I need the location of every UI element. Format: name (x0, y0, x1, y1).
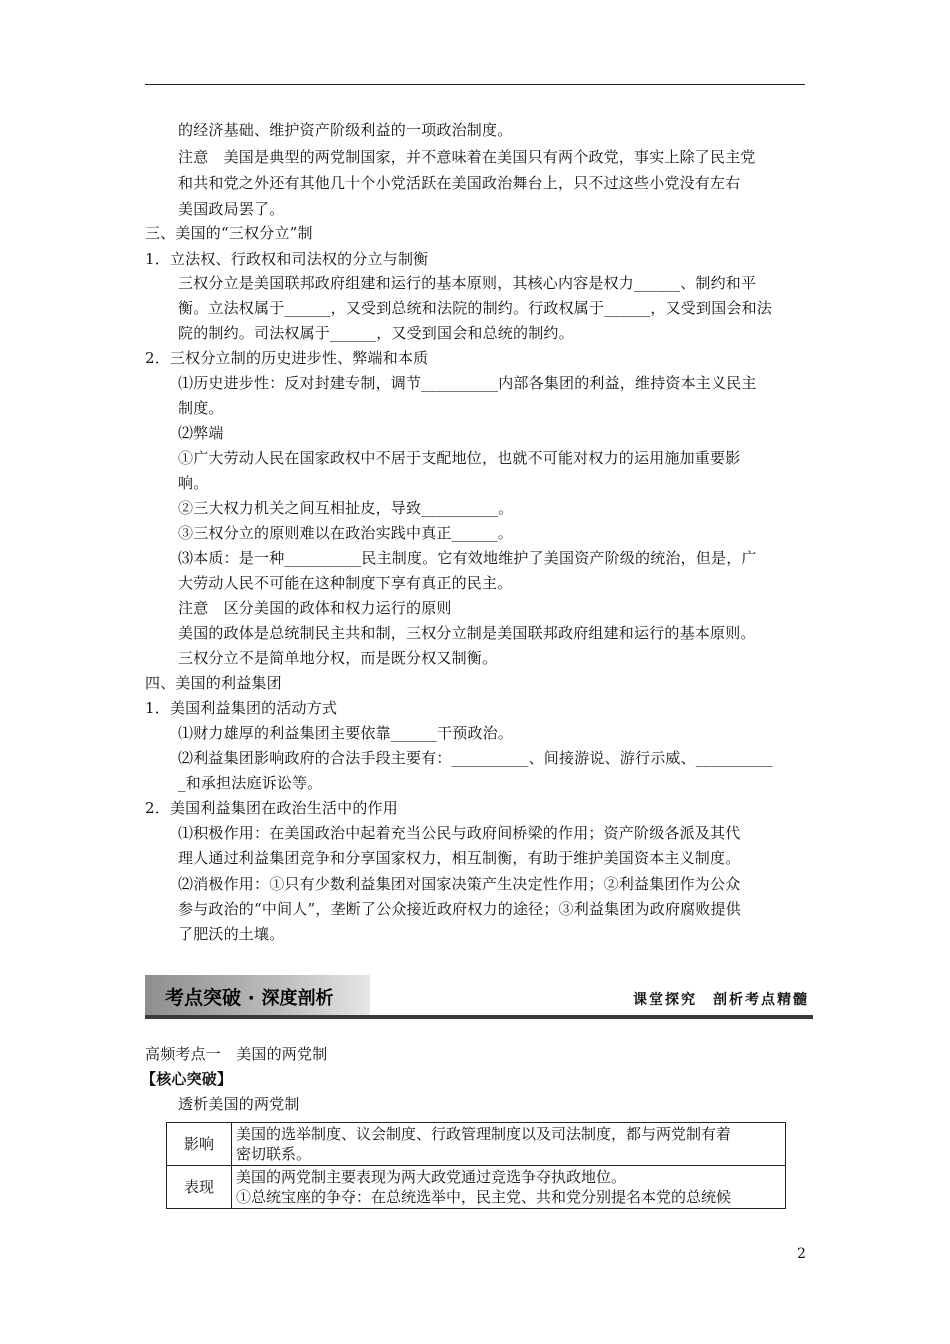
note-line: 注意 区分美国的政体和权力运行的原则 (178, 599, 452, 617)
row-head-influence: 影响 (167, 1123, 232, 1166)
intro-line: 透析美国的两党制 (178, 1095, 300, 1113)
text-line: ⑵利益集团影响政府的合法手段主要有：__________、间接游说、游行示威、__________ (178, 749, 773, 767)
table-row (167, 1166, 786, 1209)
text-line: ①广大劳动人民在国家政权中不居于支配地位，也就不可能对权力的运用施加重要影 (178, 449, 741, 467)
subsection-heading: 1．立法权、行政权和司法权的分立与制衡 (145, 250, 429, 268)
row-head-performance: 表现 (167, 1166, 232, 1209)
cell-line: ①总统宝座的争夺：在总统选举中，民主党、共和党分别提名本党的总统候 (236, 1188, 732, 1206)
topic-heading: 高频考点一 美国的两党制 (145, 1045, 328, 1063)
text-line: 的经济基础、维护资产阶级利益的一项政治制度。 (178, 121, 513, 139)
text-line: ⑴历史进步性：反对封建专制，调节__________内部各集团的利益，维持资本主义民主 (178, 374, 757, 392)
note-line: 注意 美国是典型的两党制国家，并不意味着在美国只有两个政党，事实上除了民主党 (178, 148, 756, 166)
text-line: 参与政治的“中间人”，垄断了公众接近政府权力的途径；③利益集团为政府腐败提供 (178, 900, 741, 918)
text-line: 美国政局罢了。 (178, 200, 285, 218)
core-label: 【核心突破】 (141, 1070, 233, 1088)
banner-right-text: 课堂探究 剖析考点精髓 (633, 992, 809, 1008)
text-line: ③三权分立的原则难以在政治实践中真正______。 (178, 524, 514, 542)
text-line: ⑴积极作用：在美国政治中起着充当公民与政府间桥梁的作用；资产阶级各派及其代 (178, 824, 741, 842)
table-row (167, 1123, 786, 1166)
cell-line: 密切联系。 (236, 1145, 312, 1163)
subsection-heading: 2．三权分立制的历史进步性、弊端和本质 (145, 349, 429, 367)
section-banner (145, 975, 813, 1019)
subsection-heading: 1．美国利益集团的活动方式 (145, 699, 338, 717)
text-line: 美国的政体是总统制民主共和制，三权分立制是美国联邦政府组建和运行的基本原则。 (178, 624, 756, 642)
text-line: 理人通过利益集团竞争和分享国家权力，相互制衡，有助于维护美国资本主义制度。 (178, 849, 741, 867)
banner-underline (145, 1015, 813, 1019)
subsection-heading: 2．美国利益集团在政治生活中的作用 (145, 799, 398, 817)
text-line: _和承担法庭诉讼等。 (178, 774, 323, 792)
banner-title-main: 考点突破 (165, 987, 242, 1009)
party-system-table (166, 1122, 786, 1209)
page-number: 2 (797, 1246, 806, 1262)
row-content (232, 1166, 786, 1209)
row-content (232, 1123, 786, 1166)
section-heading: 三、美国的“三权分立”制 (145, 224, 313, 242)
text-line: ②三大权力机关之间互相扯皮，导致__________。 (178, 499, 514, 517)
text-line: ⑴财力雄厚的利益集团主要依靠______干预政治。 (178, 724, 514, 742)
text-line: ⑵消极作用：①只有少数利益集团对国家决策产生决定性作用；②利益集团作为公众 (178, 875, 741, 893)
text-line: 响。 (178, 474, 209, 492)
text-line: 大劳动人民不可能在这种制度下享有真正的民主。 (178, 574, 513, 592)
text-line: 三权分立是美国联邦政府组建和运行的基本原则，其核心内容是权力______、制约和平 (178, 274, 757, 292)
banner-dot: · (247, 987, 255, 1009)
banner-subtitle: 深度剖析 (261, 988, 334, 1009)
cell-line: 美国的两党制主要表现为两大政党通过竞选争夺执政地位。 (236, 1168, 627, 1186)
cell-line: 美国的选举制度、议会制度、行政管理制度以及司法制度，都与两党制有着 (236, 1125, 732, 1143)
text-line: 院的制约。司法权属于______，又受到国会和总统的制约。 (178, 324, 574, 342)
text-line: 了肥沃的土壤。 (178, 925, 285, 943)
text-line: 和共和党之外还有其他几十个小党活跃在美国政治舞台上，只不过这些小党没有左右 (178, 174, 741, 192)
text-line: 制度。 (178, 399, 224, 417)
banner-title (165, 983, 333, 1010)
text-line: 衡。立法权属于______，又受到总统和法院的制约。行政权属于______，又受到国会和法 (178, 299, 773, 317)
text-line: ⑶本质：是一种__________民主制度。它有效地维护了美国资产阶级的统治，但是，广 (178, 549, 757, 567)
header-rule (145, 84, 805, 85)
section-heading: 四、美国的利益集团 (145, 674, 282, 692)
text-line: 三权分立不是简单地分权，而是既分权又制衡。 (178, 649, 498, 667)
text-line: ⑵弊端 (178, 424, 224, 442)
